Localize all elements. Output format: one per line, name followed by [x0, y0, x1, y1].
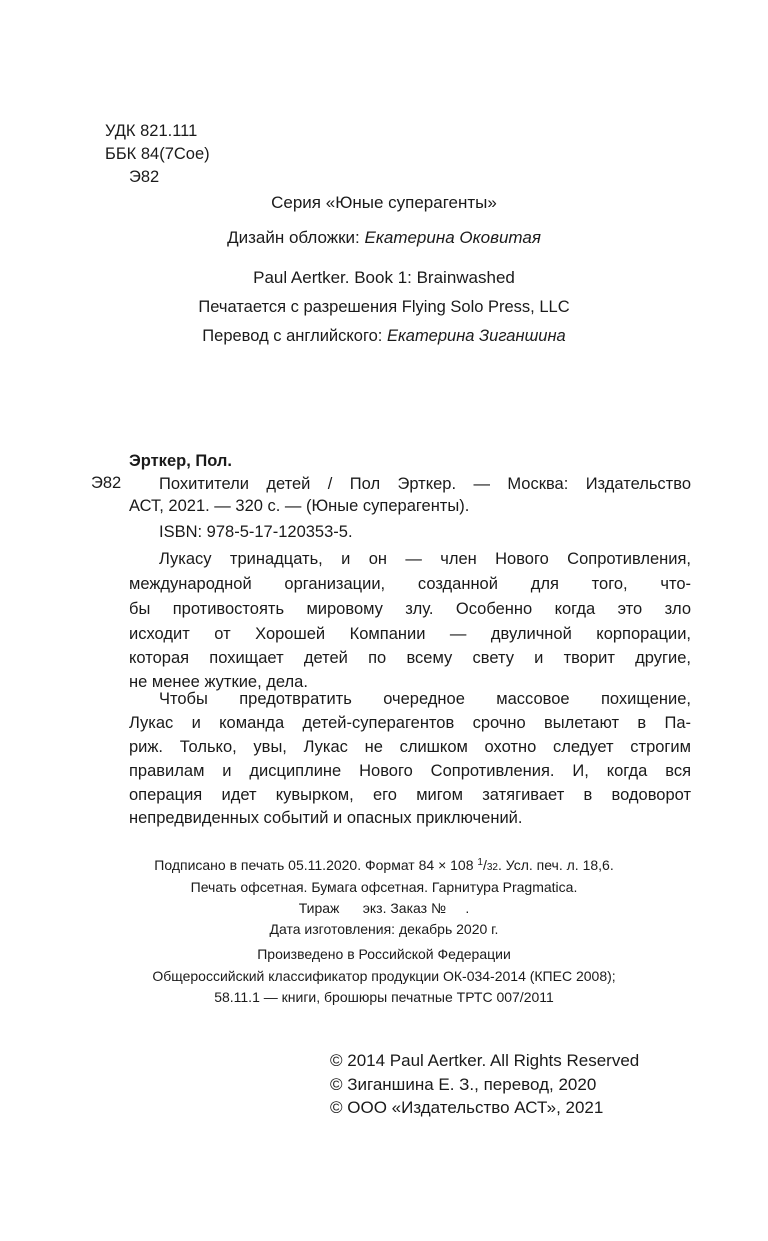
annotation-line: Чтобы предотвратить очередное массовое похищение, — [159, 690, 691, 708]
imprint-signed-suffix: . Усл. печ. л. 18,6. — [497, 857, 614, 873]
annotation-line: не менее жуткие, дела. — [129, 673, 308, 691]
copyright-author: © 2014 Paul Aertker. All Rights Reserved — [330, 1051, 640, 1070]
annotation-line: операция идет кувырком, его мигом затягивает в водоворот — [129, 786, 691, 804]
series-title: Серия «Юные суперагенты» — [271, 193, 497, 212]
bbk-code: ББК 84(7Сое) — [105, 145, 210, 163]
annotation-line: бы противостоять мировому злу. Особенно когда это зло — [129, 600, 691, 618]
imprint-classifier: Общероссийский классификатор продукции ОК-034-2014 (КПЕС 2008); — [152, 968, 616, 984]
catalog-mark: Э82 — [91, 474, 122, 492]
translation-credit — [0, 327, 768, 346]
imprint-run: Тираж экз. Заказ № . — [298, 900, 470, 916]
annotation-line: исходит от Хорошей Компании — двуличной корпорации, — [129, 625, 691, 643]
udk-code: УДК 821.111 — [105, 122, 198, 140]
format-fraction-separator: / — [482, 857, 487, 873]
imprint-produced: Произведено в Российской Федерации — [257, 946, 511, 962]
annotation-line: которая похищает детей по всему свету и творит другие, — [129, 649, 691, 667]
permission-notice: Печатается с разрешения Flying Solo Press, LLC — [198, 298, 570, 316]
format-fraction-denominator: 32 — [486, 862, 498, 873]
cover-design-credit — [0, 228, 768, 248]
annotation-line: Лукас и команда детей-суперагентов срочно вылетают в Па- — [129, 714, 691, 732]
imprint-classifier-2: 58.11.1 — книги, брошюры печатные ТРТС 007/2011 — [214, 989, 554, 1005]
imprint-print-details: Печать офсетная. Бумага офсетная. Гарнитура Pragmatica. — [190, 879, 578, 895]
copyright-publisher: © ООО «Издательство АСТ», 2021 — [330, 1098, 604, 1117]
annotation-line: Лукасу тринадцать, и он — член Нового Сопротивления, — [159, 550, 691, 568]
translation-label: Перевод с английского: — [202, 327, 387, 345]
catalog-author: Эрткер, Пол. — [129, 452, 232, 470]
translator-name: Екатерина Зиганшина — [386, 327, 566, 345]
cover-designer-name: Екатерина Оковитая — [364, 228, 541, 247]
imprint-date: Дата изготовления: декабрь 2020 г. — [269, 921, 499, 937]
annotation-line: риж. Только, увы, Лукас не слишком охотно следует строгим — [129, 738, 691, 756]
isbn: ISBN: 978-5-17-120353-5. — [159, 523, 353, 541]
copyright-translation: © Зиганшина Е. З., перевод, 2020 — [330, 1075, 597, 1094]
annotation-line: непредвиденных событий и опасных приключений. — [129, 809, 523, 827]
author-mark: Э82 — [129, 168, 160, 186]
imprint-signed — [0, 857, 768, 873]
annotation-line: правилам и дисциплине Нового Сопротивления. И, когда вся — [129, 762, 691, 780]
cover-design-label: Дизайн обложки: — [227, 228, 365, 247]
format-fraction-numerator: 1 — [477, 857, 483, 868]
catalog-line-2: АСТ, 2021. — 320 с. — (Юные суперагенты). — [129, 497, 470, 515]
catalog-line-1: Похитители детей / Пол Эрткер. — Москва: Издательство — [159, 475, 691, 493]
imprint-signed-prefix: Подписано в печать 05.11.2020. Формат 84 × 108 — [154, 857, 478, 873]
annotation-line: международной организации, созданной для того, что- — [129, 575, 691, 593]
original-title: Paul Aertker. Book 1: Brainwashed — [253, 268, 515, 287]
